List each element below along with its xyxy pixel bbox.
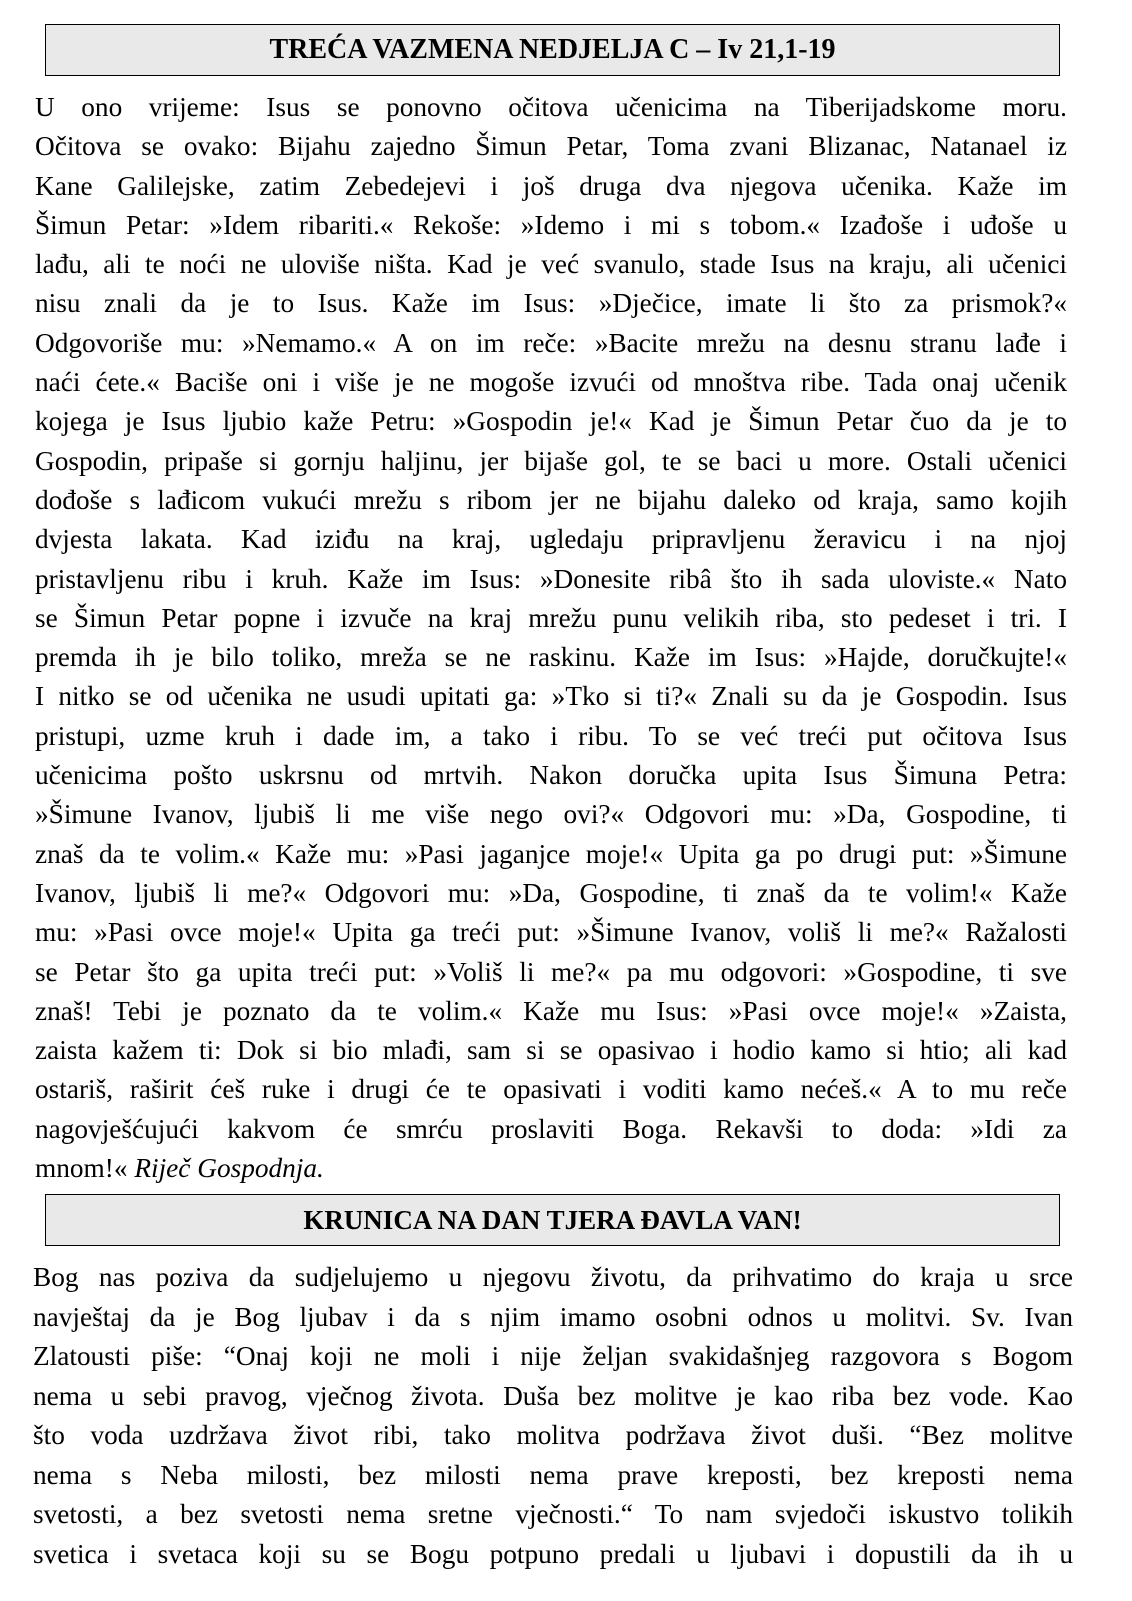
- article-line: svetosti, a bez svetosti nema sretne vječnosti.“ To nam svjedoči iskustvo tolikih: [33, 1499, 1073, 1529]
- gospel-line: [35, 1149, 1067, 1188]
- gospel-line: znaš! Tebi je poznato da te volim.« Kaže mu Isus: »Pasi ovce moje!« »Zaista,: [35, 995, 1067, 1026]
- gospel-line: »Šimune Ivanov, ljubiš li me više nego ovi?« Odgovori mu: »Da, Gospodine, ti: [35, 799, 1067, 830]
- article-line: navještaj da je Bog ljubav i da s njim imamo osobni odnos u molitvi. Sv. Ivan: [33, 1301, 1073, 1332]
- gospel-line: mu: »Pasi ovce moje!« Upita ga treći put: »Šimune Ivanov, voliš li me?« Ražalosti: [35, 917, 1067, 948]
- gospel-heading: TREĆA VAZMENA NEDJELJA C – Iv 21,1-19: [45, 24, 1060, 76]
- gospel-line: ostariš, raširit ćeš ruke i drugi će te opasivati i voditi kamo nećeš.« A to mu reče: [35, 1074, 1067, 1105]
- gospel-line: Očitova se ovako: Bijahu zajedno Šimun Petar, Toma zvani Blizanac, Natanael iz: [35, 131, 1067, 162]
- gospel-line: se Petar što ga upita treći put: »Voliš li me?« pa mu odgovori: »Gospodine, ti sve: [35, 956, 1067, 987]
- rosary-heading: KRUNICA NA DAN TJERA ĐAVLA VAN!: [45, 1194, 1060, 1246]
- gospel-line: U ono vrijeme: Isus se ponovno očitova učenicima na Tiberijadskome moru.: [35, 92, 1067, 122]
- gospel-line: nagovješćujući kakvom će smrću proslaviti Boga. Rekavši to doda: »Idi za: [35, 1113, 1067, 1144]
- gospel-line: zaista kažem ti: Dok si bio mlađi, sam si se opasivao i hodio kamo si htio; ali kad: [35, 1035, 1067, 1066]
- gospel-line: naći ćete.« Baciše oni i više je ne mogoše izvući od mnoštva ribe. Tada onaj učenik: [35, 367, 1067, 398]
- gospel-line: Kane Galilejske, zatim Zebedejevi i još druga dva njegova učenika. Kaže im: [35, 170, 1067, 201]
- gospel-closing-acclamation: Riječ Gospodnja.: [134, 1153, 324, 1184]
- gospel-line: kojega je Isus ljubio kaže Petru: »Gospodin je!« Kad je Šimun Petar čuo da je to: [35, 406, 1067, 437]
- article-line: nema u sebi pravog, vječnog života. Duša bez molitve je kao riba bez vode. Kao: [33, 1380, 1073, 1411]
- article-line: nema s Neba milosti, bez milosti nema prave kreposti, bez kreposti nema: [33, 1459, 1073, 1490]
- gospel-line: Gospodin, pripaše si gornju haljinu, jer bijaše gol, te se baci u more. Ostali učenici: [35, 445, 1067, 476]
- gospel-line: se Šimun Petar popne i izvuče na kraj mrežu punu velikih riba, sto pedeset i tri. I: [35, 602, 1067, 633]
- gospel-line-text: mnom!«: [35, 1153, 135, 1184]
- gospel-line: I nitko se od učenika ne usudi upitati ga: »Tko si ti?« Znali su da je Gospodin. Isus: [35, 681, 1067, 712]
- gospel-line: pristupi, uzme kruh i dade im, a tako i ribu. To se već treći put očitova Isus: [35, 720, 1067, 751]
- rosary-article-text: [33, 1258, 1073, 1574]
- gospel-line: nisu znali da je to Isus. Kaže im Isus: »Dječice, imate li što za prismok?«: [35, 288, 1067, 319]
- gospel-line: dođoše s lađicom vukući mrežu s ribom jer ne bijahu daleko od kraja, samo kojih: [35, 484, 1067, 515]
- gospel-line: učenicima pošto uskrsnu od mrtvih. Nakon doručka upita Isus Šimuna Petra:: [35, 760, 1067, 791]
- article-line: što voda uzdržava život ribi, tako molitva podržava život duši. “Bez molitve: [33, 1420, 1073, 1450]
- gospel-text: [35, 88, 1067, 1188]
- article-line: svetica i svetaca koji su se Bogu potpuno predali u ljubavi i dopustili da ih u: [33, 1538, 1073, 1569]
- gospel-line: premda ih je bilo toliko, mreža se ne raskinu. Kaže im Isus: »Hajde, doručkujte!«: [35, 642, 1067, 673]
- article-line: Bog nas poziva da sudjelujemo u njegovu životu, da prihvatimo do kraja u srce: [33, 1262, 1073, 1292]
- gospel-line: pristavljenu ribu i kruh. Kaže im Isus: »Donesite ribâ što ih sada uloviste.« Nato: [35, 563, 1067, 594]
- article-line: Zlatousti piše: “Onaj koji ne moli i nije željan svakidašnjeg razgovora s Bogom: [33, 1341, 1073, 1371]
- gospel-line: Šimun Petar: »Idem ribariti.« Rekoše: »Idemo i mi s tobom.« Izađoše i uđoše u: [35, 209, 1067, 240]
- gospel-line: znaš da te volim.« Kaže mu: »Pasi jaganjce moje!« Upita ga po drugi put: »Šimune: [35, 838, 1067, 869]
- gospel-line: Odgovoriše mu: »Nemamo.« A on im reče: »Bacite mrežu na desnu stranu lađe i: [35, 327, 1067, 358]
- gospel-line: Ivanov, ljubiš li me?« Odgovori mu: »Da, Gospodine, ti znaš da te volim!« Kaže: [35, 877, 1067, 908]
- gospel-line: lađu, ali te noći ne uloviše ništa. Kad je već svanulo, stade Isus na kraju, ali učenici: [35, 249, 1067, 280]
- gospel-line: dvjesta lakata. Kad iziđu na kraj, ugledaju pripravljenu žeravicu i na njoj: [35, 524, 1067, 555]
